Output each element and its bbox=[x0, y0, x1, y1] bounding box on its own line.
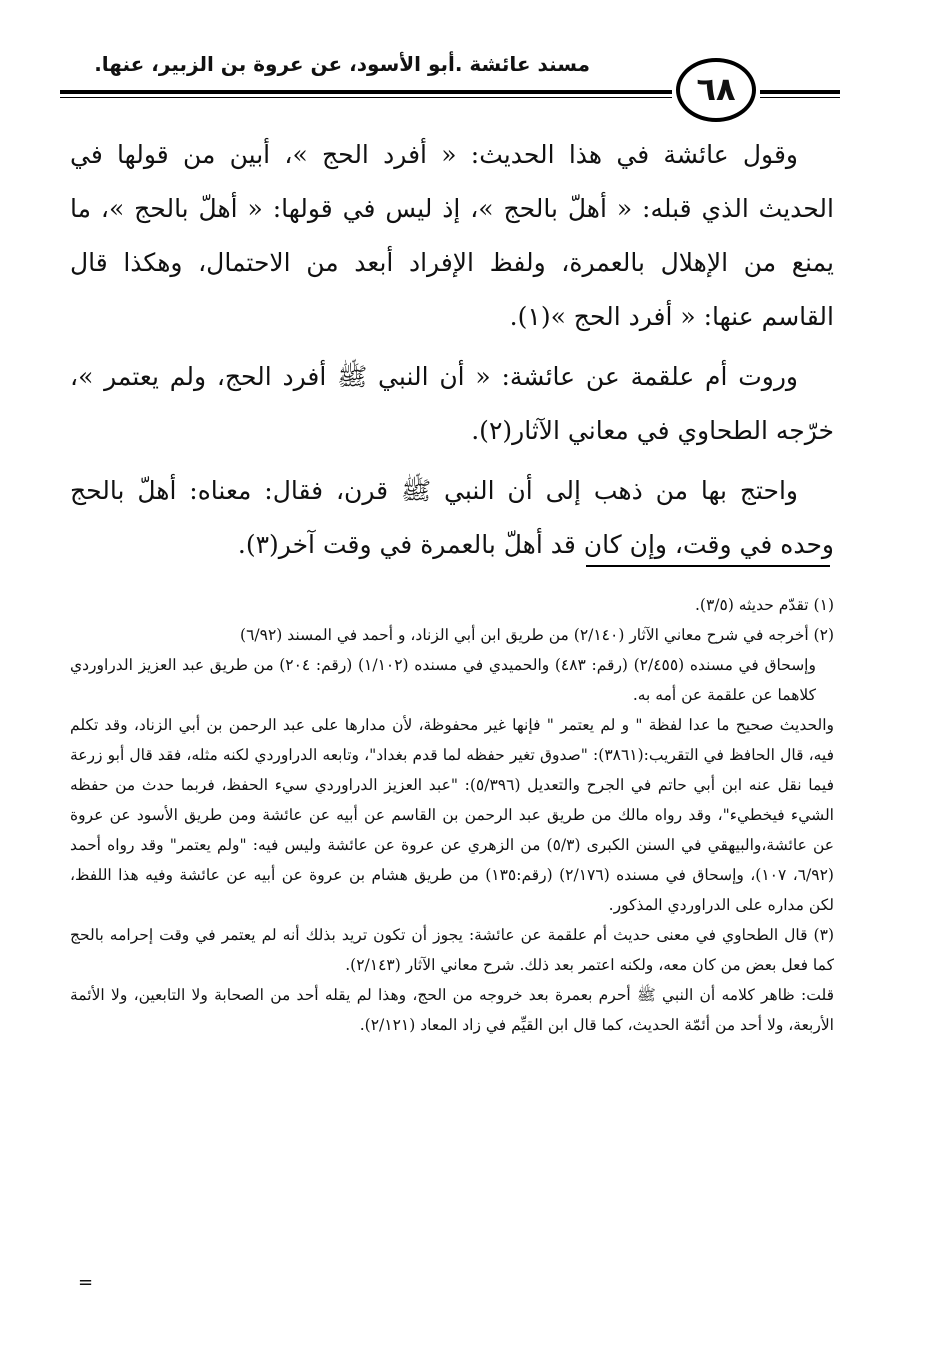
page-number: ٦٨ bbox=[676, 58, 756, 122]
footnote-3-comment: قلت: ظاهر كلامه أن النبي ﷺ أحرم بعمرة بعد خروجه من الحج، وهذا لم يقله أحد من الصحابة ولا التابعين، ولا الأئمة الأربعة، ولا أحد من أئمّة الحديث، كما قال ابن القيِّم في زاد المعاد (٢/١٢١). bbox=[70, 986, 834, 1034]
paragraph-3: واحتج بها من ذهب إلى أن النبي ﷺ قرن، فقال: معناه: أهلّ بالحج وحده في وقت، وإن كان قد أهلّ بالعمرة في وقت آخر(٣). bbox=[70, 476, 834, 559]
header-rule bbox=[60, 90, 672, 94]
header-rule-right-thin bbox=[760, 97, 840, 98]
footnote-2-cont: وإسحاق في مسنده (٢/٤٥٥) (رقم: ٤٨٣) والحميدي في مسنده (١/١٠٢) (رقم: ٢٠٤) من طريق عبد العزيز الدراوردي كلاهما عن علقمة عن أمه به. bbox=[70, 656, 816, 704]
running-header bbox=[60, 44, 840, 114]
main-text bbox=[70, 128, 834, 578]
footnote-separator bbox=[586, 565, 830, 567]
header-rule-right bbox=[760, 90, 840, 94]
footnotes bbox=[70, 590, 834, 1040]
footnote-2-discussion: والحديث صحيح ما عدا لفظة " و لم يعتمر " فإنها غير محفوظة، لأن مدارها على عبد الرحمن بن أبي الزناد، وقد تكلم فيه، قال الحافظ في التقريب:(٣٨٦١): "صدوق تغير حفظه لما قدم بغداد"، وتابعه الدراوردي لكنه مثله، فقد قال أبو زرعة فيما نقل عنه ابن أبي حاتم في الجرح والتعديل (٥/٣٩٦): "عبد العزيز الدراوردي سيء الحفظ، فربما حدث من حفظه الشيء فيخطيء"، وقد رواه مالك من طريق عبد الرحمن بن القاسم عن أبيه عن عائشة ومن طريق الأسود عن عروة عن عائشة،والبيهقي في السنن الكبرى (٥/٣) من الزهري عن عروة عن عائشة وليس فيه: "ولم يعتمر" وقد رواه أحمد (٦/٩٢، ١٠٧)، وإسحاق في مسنده (٢/١٧٦) (رقم:١٣٥) من طريق هشام بن عروة عن أبيه عن عائشة وفيه هذا اللفظ، لكن مداره على الدراوردي المذكور. bbox=[70, 716, 834, 914]
continuation-mark: = bbox=[78, 1272, 94, 1293]
footnote-1: (١) تقدّم حديثه (٣/٥). bbox=[694, 596, 834, 614]
header-rule-thin bbox=[60, 97, 672, 98]
footnote-2: (٢) أخرجه في شرح معاني الآثار (٢/١٤٠) من طريق ابن أبي الزناد، و أحمد في المسند (٦/٩٢) bbox=[240, 626, 834, 644]
paragraph-1: وقول عائشة في هذا الحديث: « أفرد الحج »، أبين من قولها في الحديث الذي قبله: « أهلّ بالحج »، إذ ليس في قولها: « أهلّ بالحج »، ما يمنع من الإهلال بالعمرة، ولفظ الإفراد أبعد من الاحتمال، وهكذا قال القاسم عنها: « أفرد الحج »(١). bbox=[70, 140, 834, 331]
footnote-3: (٣) قال الطحاوي في معنى حديث أم علقمة عن عائشة: يجوز أن تكون تريد بذلك أنه لم يعتمر في وقت إحرامه بالحج كما فعل بعض من كان معه، ولكنه اعتمر بعد ذلك. شرح معاني الآثار (٢/١٤٣). bbox=[70, 926, 834, 974]
header-title: مسند عائشة .أبو الأسود، عن عروة بن الزبير، عنها. bbox=[94, 52, 590, 76]
paragraph-2: وروت أم علقمة عن عائشة: « أن النبي ﷺ أفرد الحج، ولم يعتمر »، خرّجه الطحاوي في معاني الآثار(٢). bbox=[70, 362, 834, 445]
